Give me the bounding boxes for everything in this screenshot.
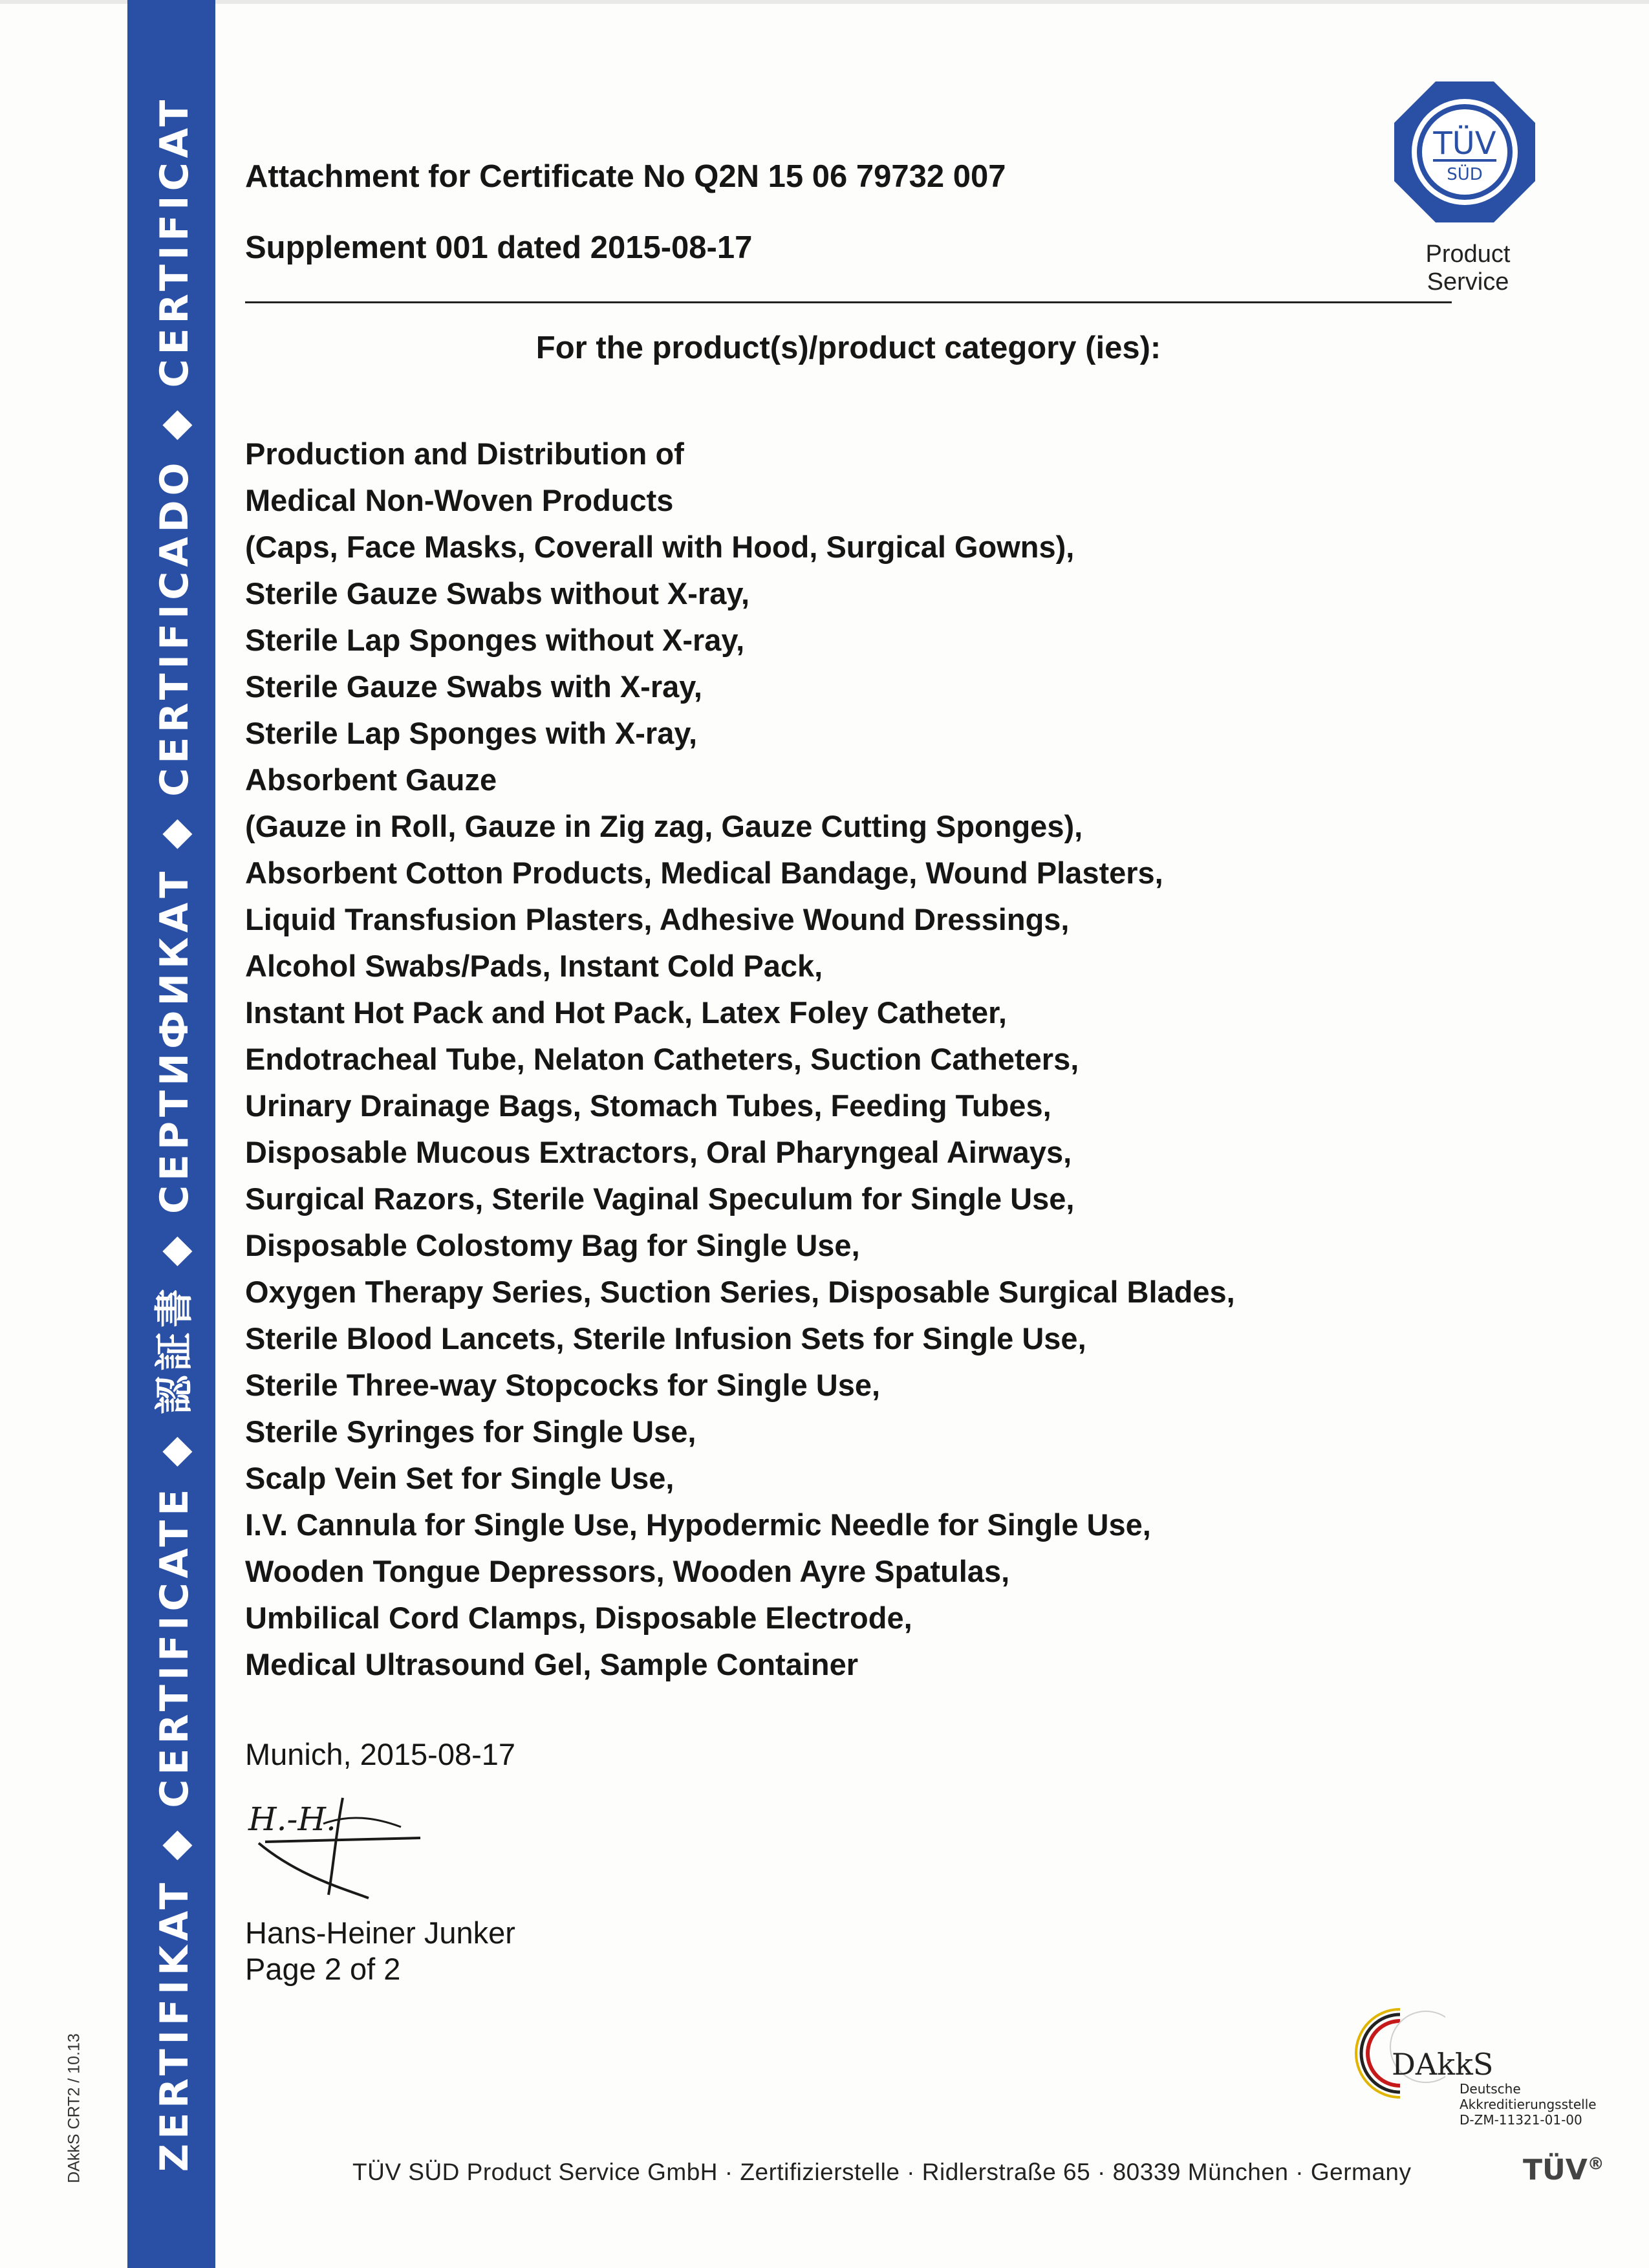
footer-address: TÜV SÜD Product Service GmbH · Zertifizierstelle · Ridlerstraße 65 · 80339 München · Germany — [352, 2159, 1412, 2185]
dakks-subtitle — [1460, 2081, 1597, 2128]
signature-initials: H.-H. — [248, 1800, 336, 1838]
product-item: Oxygen Therapy Series, Suction Series, Disposable Surgical Blades, — [245, 1275, 1235, 1309]
header-divider — [245, 301, 1452, 303]
product-item: Sterile Gauze Swabs with X-ray, — [245, 669, 702, 704]
product-item: Medical Ultrasound Gel, Sample Container — [245, 1647, 859, 1681]
product-item: Sterile Blood Lancets, Sterile Infusion Sets for Single Use, — [245, 1321, 1086, 1355]
product-item: Sterile Lap Sponges without X-ray, — [245, 623, 745, 657]
footer-brand-text: TÜV — [1523, 2154, 1588, 2187]
product-item: Surgical Razors, Sterile Vaginal Speculum for Single Use, — [245, 1182, 1075, 1216]
product-item: I.V. Cannula for Single Use, Hypodermic Needle for Single Use, — [245, 1507, 1151, 1542]
certificate-band-text: ZERTIFIKAT ◆ CERTIFICATE ◆ 認証書 ◆ СЕРТИФИКАТ ◆ CERTIFICADO ◆ CERTIFICAT — [152, 95, 197, 2172]
tuv-logo-brand: TÜV — [1433, 125, 1496, 162]
product-item: Liquid Transfusion Plasters, Adhesive Wound Dressings, — [245, 902, 1070, 936]
product-item: Instant Hot Pack and Hot Pack, Latex Foley Catheter, — [245, 995, 1007, 1030]
tuv-sud-logo — [1390, 78, 1539, 226]
section-heading: For the product(s)/product category (ies): — [535, 330, 1161, 365]
product-item: Scalp Vein Set for Single Use, — [245, 1461, 674, 1495]
product-item: Endotracheal Tube, Nelaton Catheters, Suction Catheters, — [245, 1042, 1079, 1076]
product-item: Urinary Drainage Bags, Stomach Tubes, Feeding Tubes, — [245, 1088, 1051, 1123]
product-item: Sterile Lap Sponges with X-ray, — [245, 716, 698, 750]
product-item: Umbilical Cord Clamps, Disposable Electrode, — [245, 1601, 912, 1635]
registered-mark: ® — [1587, 2154, 1604, 2174]
dakks-line3: D-ZM-11321-01-00 — [1460, 2112, 1582, 2128]
page-number: Page 2 of 2 — [245, 1952, 401, 1986]
product-list — [245, 435, 1235, 1692]
product-item: (Caps, Face Masks, Coverall with Hood, Surgical Gowns), — [245, 530, 1075, 564]
product-item: Sterile Gauze Swabs without X-ray, — [245, 576, 750, 610]
attachment-title: Attachment for Certificate No Q2N 15 06 79732 007 — [245, 159, 1006, 194]
product-item: Medical Non-Woven Products — [245, 483, 674, 517]
product-item: Production and Distribution of — [245, 437, 684, 471]
signature — [246, 1778, 440, 1908]
product-item: Disposable Mucous Extractors, Oral Pharyngeal Airways, — [245, 1135, 1072, 1169]
tuv-logo-sub: SÜD — [1447, 165, 1483, 184]
dakks-line2: Akkreditierungsstelle — [1460, 2097, 1597, 2112]
page-top-edge — [0, 0, 1649, 4]
product-item: Wooden Tongue Depressors, Wooden Ayre Spatulas, — [245, 1554, 1010, 1588]
signer-name: Hans-Heiner Junker — [245, 1916, 515, 1950]
product-item: Alcohol Swabs/Pads, Instant Cold Pack, — [245, 949, 823, 983]
footer-tuv-mark — [1523, 2154, 1604, 2187]
product-item: Absorbent Gauze — [245, 762, 497, 797]
product-item: Sterile Syringes for Single Use, — [245, 1414, 696, 1449]
place-date: Munich, 2015-08-17 — [245, 1737, 516, 1771]
product-service-caption: Product Service — [1425, 241, 1511, 296]
dakks-name: DAkkS — [1392, 2047, 1494, 2082]
product-item: Disposable Colostomy Bag for Single Use, — [245, 1228, 860, 1262]
product-item: Sterile Three-way Stopcocks for Single Use, — [245, 1368, 881, 1402]
form-code: DAkkS CRT2 / 10.13 — [65, 2033, 83, 2183]
dakks-line1: Deutsche — [1460, 2081, 1521, 2097]
supplement-line: Supplement 001 dated 2015-08-17 — [245, 230, 753, 265]
product-item: (Gauze in Roll, Gauze in Zig zag, Gauze Cutting Sponges), — [245, 809, 1083, 843]
product-item: Absorbent Cotton Products, Medical Bandage, Wound Plasters, — [245, 856, 1163, 890]
